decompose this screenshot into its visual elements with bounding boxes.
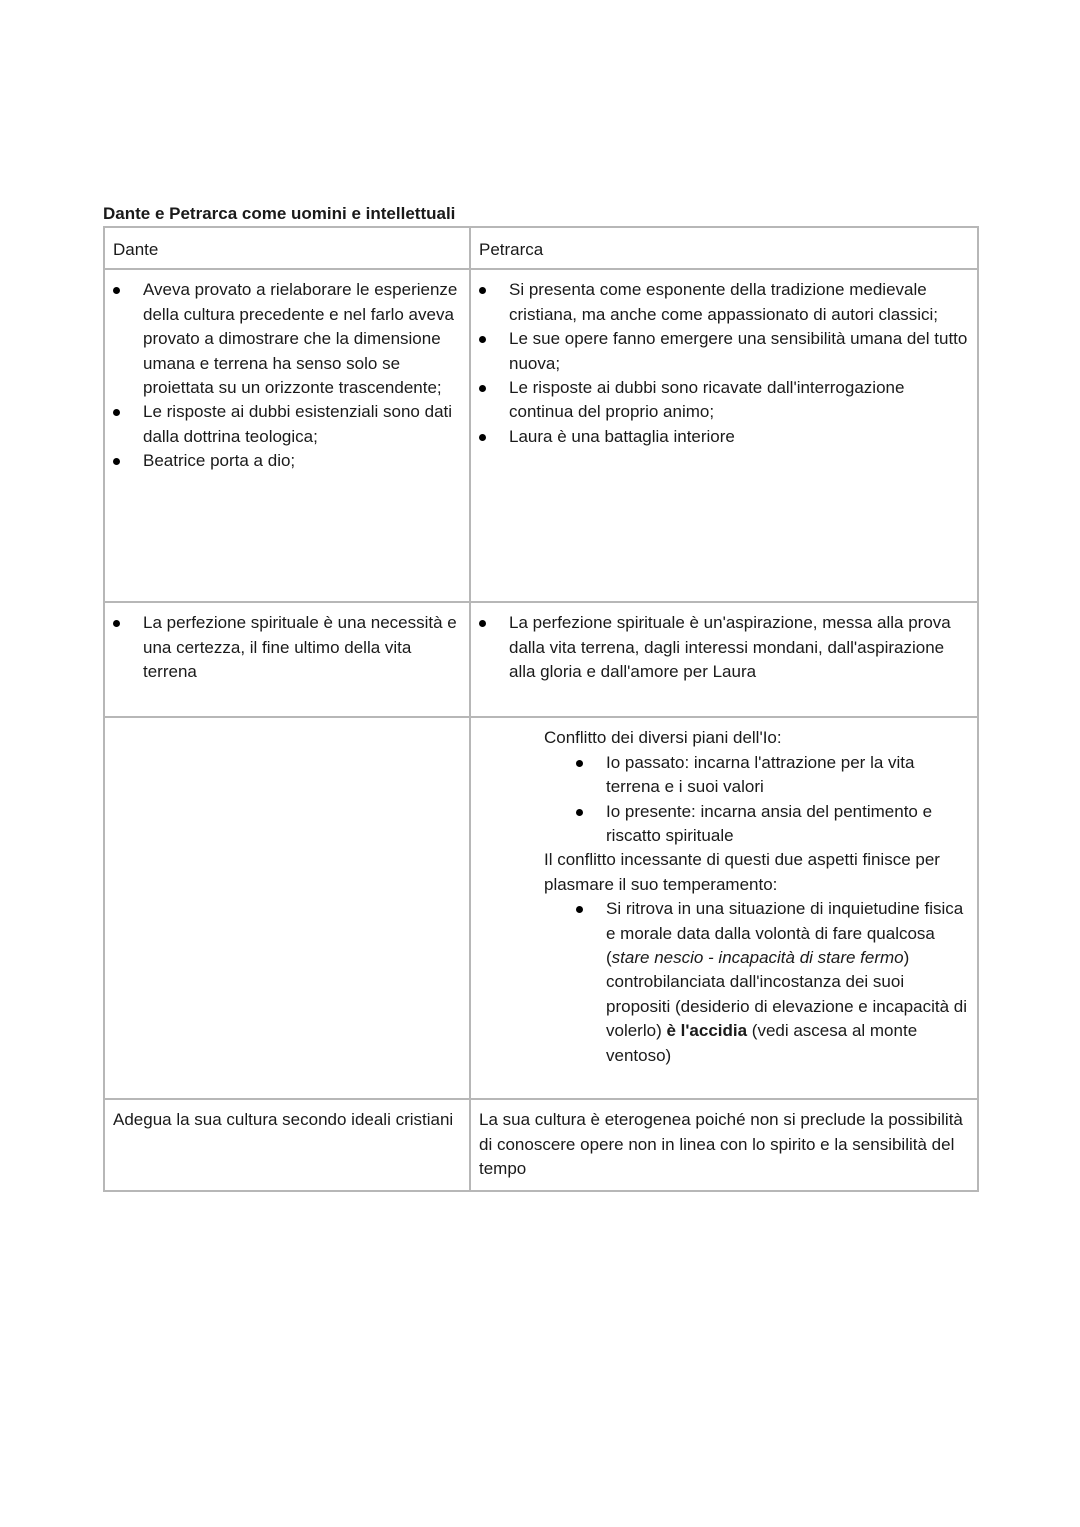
table-row [104, 717, 978, 1099]
list-item: Laura è una battaglia interiore [479, 425, 969, 449]
text-span: ) controbilanciata dall'incostanza dei suoi propositi (desiderio di elevazione e incapacità di volerlo) [606, 948, 967, 1041]
table-row [104, 602, 978, 717]
bold-phrase: è l'accidia [666, 1021, 748, 1041]
row4-dante-cell: Adegua la sua cultura secondo ideali cristiani [104, 1099, 470, 1190]
row1-petrarca-cell [470, 269, 978, 602]
list-item: Si presenta come esponente della tradizione medievale cristiana, ma anche come appassionato di autori classici; [479, 278, 969, 327]
io-conflict-block [544, 726, 969, 1068]
comparison-table [103, 226, 979, 1192]
io-conflict-intro: Conflitto dei diversi piani dell'Io: [544, 728, 782, 748]
bullet-list [576, 751, 969, 849]
text-span: (vedi ascesa al monte ventoso) [606, 1021, 918, 1065]
bullet-list [576, 897, 969, 1068]
table-row [104, 269, 978, 602]
document-title: Dante e Petrarca come uomini e intellettuali [103, 204, 456, 223]
bullet-list [113, 278, 461, 473]
header-dante: Dante [104, 227, 470, 269]
list-item: Le risposte ai dubbi esistenziali sono dati dalla dottrina teologica; [113, 400, 461, 449]
row2-petrarca-cell [470, 602, 978, 717]
row2-dante-cell [104, 602, 470, 717]
list-item: Io passato: incarna l'attrazione per la vita terrena e i suoi valori [576, 751, 969, 800]
row3-dante-cell [104, 717, 470, 1099]
list-item: La perfezione spirituale è un'aspirazione, messa alla prova dalla vita terrena, dagli interessi mondani, dall'aspirazione alla gloria e dall'amore per Laura [479, 611, 969, 684]
bullet-list [113, 611, 461, 684]
list-item: Beatrice porta a dio; [113, 449, 461, 473]
bullet-list [479, 611, 969, 684]
row3-petrarca-cell [470, 717, 978, 1099]
text-span: Si ritrova in una situazione di inquietudine fisica e morale data dalla volontà di fare qualcosa ( [606, 899, 964, 968]
list-item: La perfezione spirituale è una necessità e una certezza, il fine ultimo della vita terrena [113, 611, 461, 684]
list-item [576, 897, 969, 1068]
table-row [104, 1099, 978, 1190]
list-item: Le risposte ai dubbi sono ricavate dall'interrogazione continua del proprio animo; [479, 376, 969, 425]
bullet-list [479, 278, 969, 449]
row4-petrarca-cell: La sua cultura è eterogenea poiché non si preclude la possibilità di conoscere opere non in linea con lo spirito e la sensibilità del tempo [470, 1099, 978, 1190]
header-petrarca: Petrarca [470, 227, 978, 269]
list-item: Aveva provato a rielaborare le esperienze della cultura precedente e nel farlo aveva provato a dimostrare che la dimensione umana e terrena ha senso solo se proiettata su un orizzonte trascendente; [113, 278, 461, 400]
io-conflict-middle: Il conflitto incessante di questi due aspetti finisce per plasmare il suo temperamento: [544, 850, 940, 894]
italic-phrase: stare nescio - incapacità di stare fermo [611, 948, 904, 968]
list-item: Le sue opere fanno emergere una sensibilità umana del tutto nuova; [479, 327, 969, 376]
list-item: Io presente: incarna ansia del pentimento e riscatto spirituale [576, 800, 969, 849]
row1-dante-cell [104, 269, 470, 602]
table-header-row [104, 227, 978, 269]
